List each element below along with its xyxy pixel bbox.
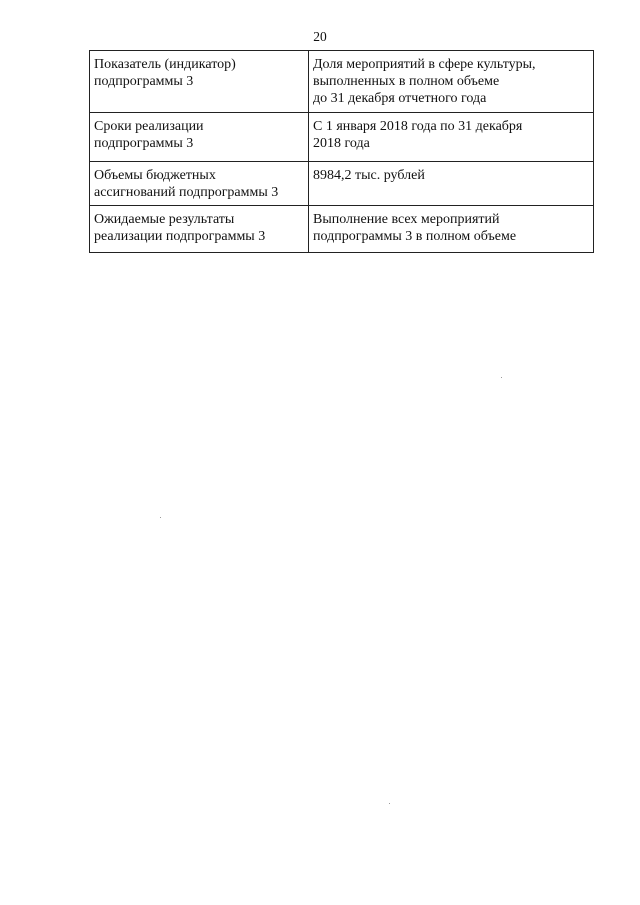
scan-speck [501,377,502,378]
scan-speck [160,517,161,518]
row-value-cell [309,206,594,253]
table-row [90,206,594,253]
row-value-line: 2018 года [313,136,370,151]
row-label-cell [90,206,309,253]
row-label-cell [90,113,309,162]
row-value-line: подпрограммы 3 в полном объеме [313,229,517,244]
row-label-line: Показатель (индикатор) [94,57,236,72]
row-value-line: до 31 декабря отчетного года [313,91,487,106]
row-value-line: Доля мероприятий в сфере культуры, [313,57,536,72]
row-value-cell [309,162,594,206]
table-row [90,113,594,162]
row-label-line: Ожидаемые результаты [94,212,235,227]
row-value-line: С 1 января 2018 года по 31 декабря [313,119,523,134]
row-value-line: выполненных в полном объеме [313,74,500,89]
row-label-line: подпрограммы 3 [94,136,194,151]
table-row [90,162,594,206]
subprogram-passport-table [89,50,594,253]
scan-speck [389,803,390,804]
row-label-line: подпрограммы 3 [94,74,194,89]
row-value-line: 8984,2 тыс. рублей [313,168,425,183]
row-label-line: ассигнований подпрограммы 3 [94,185,279,200]
row-value-cell [309,51,594,113]
page-number: 20 [313,29,327,44]
row-label-cell [90,162,309,206]
table-row [90,51,594,113]
row-label-cell [90,51,309,113]
row-value-cell [309,113,594,162]
row-label-line: реализации подпрограммы 3 [94,229,266,244]
row-label-line: Сроки реализации [94,119,204,134]
row-value-line: Выполнение всех мероприятий [313,212,500,227]
row-label-line: Объемы бюджетных [94,168,216,183]
